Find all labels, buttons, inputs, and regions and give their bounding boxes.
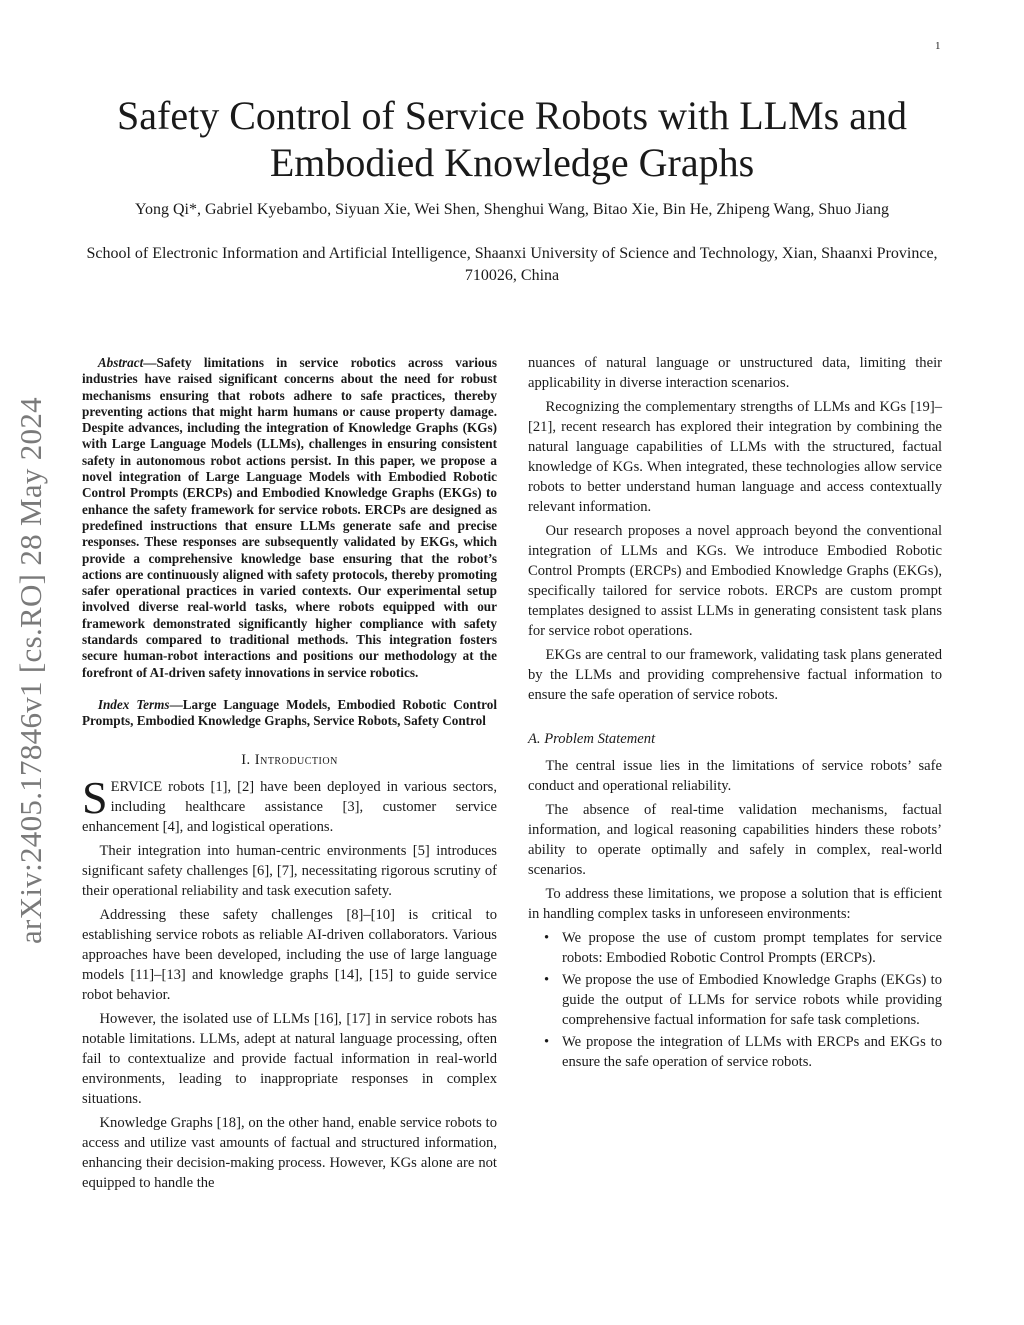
bullet-icon: • — [544, 1034, 550, 1050]
problem-paragraph: To address these limitations, we propose a solution that is efficient in handling complex tasks in unforeseen environments: — [528, 886, 942, 922]
list-item — [528, 1032, 942, 1072]
subsection-heading-problem-statement: A. Problem Statement — [528, 731, 656, 747]
intro-paragraph: Their integration into human-centric environments [5] introduces significant safety challenges [6], [7], necessitating rigorous scrutiny of their operational reliability and task execution safety. — [82, 842, 497, 899]
paper-title: Safety Control of Service Robots with LLMs and Embodied Knowledge Graphs — [117, 93, 907, 185]
list-item-text: We propose the use of Embodied Knowledge Graphs (EKGs) to guide the output of LLMs for service robots while providing comprehensive factual information for safe task completions. — [562, 972, 942, 1028]
page-number: 1 — [935, 40, 941, 52]
problem-statement-body — [528, 756, 942, 1072]
intro-paragraph-text: ERVICE robots [1], [2] have been deployed in various sectors, including healthcare assistance [3], customer service enhancement [4], and logistical operations. — [82, 778, 497, 835]
list-item-text: We propose the use of custom prompt templates for service robots: Embodied Robotic Control Prompts (ERCPs). — [562, 930, 942, 966]
intro-paragraph: Addressing these safety challenges [8]–[10] is critical to establishing service robots as reliable AI-driven collaborators. Various approaches have been developed, including the use of large language models [11]–[13] and knowledge graphs [14], [15] to guide service robot behavior. — [82, 906, 497, 1003]
intro-paragraph — [82, 771, 497, 837]
problem-paragraph: The central issue lies in the limitations of service robots’ safe conduct and operational reliability. — [528, 758, 942, 794]
problem-paragraph: The absence of real-time validation mechanisms, factual information, and logical reasoning capabilities hinders these robots’ ability to operate optimally and safely in complex, real-world scenarios. — [528, 802, 942, 878]
section-heading-introduction: I. Introduction — [241, 751, 338, 768]
abstract — [82, 355, 497, 681]
intro-paragraph: EKGs are central to our framework, validating task plans generated by the LLMs and providing comprehensive factual information to ensure the safe operation of service robots. — [528, 647, 942, 703]
intro-paragraph: nuances of natural language or unstructured data, limiting their applicability in diverse interaction scenarios. — [528, 355, 942, 391]
arxiv-stamp: arXiv:2405.17846v1 [cs.RO] 28 May 2024 — [13, 397, 48, 944]
bullet-icon: • — [544, 930, 550, 946]
introduction-body-continued — [528, 353, 942, 705]
right-column — [528, 353, 942, 1072]
introduction-body — [82, 771, 497, 1193]
intro-paragraph: Recognizing the complementary strengths of LLMs and KGs [19]–[21], recent research has explored their integration by combining the natural language capabilities of LLMs with the structured, factual knowledge of KGs. When integrated, these technologies allow service robots to better understand human language and access contextually relevant information. — [528, 399, 942, 515]
list-item-text: We propose the integration of LLMs with ERCPs and EKGs to ensure the safe operation of service robots. — [562, 1034, 942, 1070]
intro-paragraph: Knowledge Graphs [18], on the other hand, enable service robots to access and utilize vast amounts of factual and structured information, enhancing their decision-making process. However, KGs alone are not equipped to handle the — [82, 1114, 497, 1191]
dropcap: S — [82, 771, 108, 823]
abstract-text: —Safety limitations in service robotics across various industries have raised significant concerns about the need for robust mechanisms ensuring that robots adhere to safe practices, thereby preventing actions that might harm humans or cause property damage. Despite advances, including the integration of Knowledge Graphs (KGs) with Large Language Models (LLMs), challenges in ensuring consistent safety in autonomous robot actions persist. In this paper, we propose a novel integration of Large Language Models with Embodied Robotic Control Prompts (ERCPs) and Embodied Knowledge Graphs (EKGs) to enhance the safety framework for service robots. ERCPs are designed as predefined instructions that ensure LLMs generate safe and precise responses. These responses are subsequently validated by EKGs, which provide a comprehensive knowledge base ensuring that the robot’s actions are continuously aligned with safety protocols, thereby promoting safer operational practices in varied contexts. Our experimental setup involved diverse real-world tasks, where robots equipped with our framework demonstrated significantly higher compliance with safety standards compared to traditional methods. This integration fosters secure human-robot interactions and positions our methodology at the forefront of AI-driven safety innovations in service robotics. — [82, 355, 497, 680]
intro-paragraph: However, the isolated use of LLMs [16], [17] in service robots has notable limitations. LLMs, adept at natural language processing, often fail to contextualize and provide factual information in real-world environments, leading to inappropriate responses in complex situations. — [82, 1010, 497, 1107]
abstract-label: Abstract — [97, 355, 144, 370]
contribution-list — [528, 928, 942, 1072]
index-terms-text: —Large Language Models, Embodied Robotic Control Prompts, Embodied Knowledge Graphs, Service Robots, Safety Control — [82, 696, 497, 729]
intro-paragraph: Our research proposes a novel approach beyond the conventional integration of LLMs and KGs. We introduce Embodied Robotic Control Prompts (ERCPs) and Embodied Knowledge Graphs (EKGs), specifically tailored for service robots. ERCPs are custom prompt templates designed to assist LLMs in generating consistent task plans for service robot operations. — [528, 523, 942, 639]
bullet-icon: • — [544, 972, 550, 988]
left-column — [82, 355, 497, 1193]
index-terms-label: Index Terms — [97, 696, 170, 712]
affiliation: School of Electronic Information and Artificial Intelligence, Shaanxi University of Science and Technology, Xian, Shaanxi Province, 710026, China — [86, 245, 938, 284]
list-item — [528, 970, 942, 1030]
list-item — [528, 928, 942, 968]
index-terms — [82, 697, 497, 730]
author-list: Yong Qi*, Gabriel Kyebambo, Siyuan Xie, Wei Shen, Shenghui Wang, Bitao Xie, Bin He, Zhipeng Wang, Shuo Jiang — [135, 201, 889, 218]
